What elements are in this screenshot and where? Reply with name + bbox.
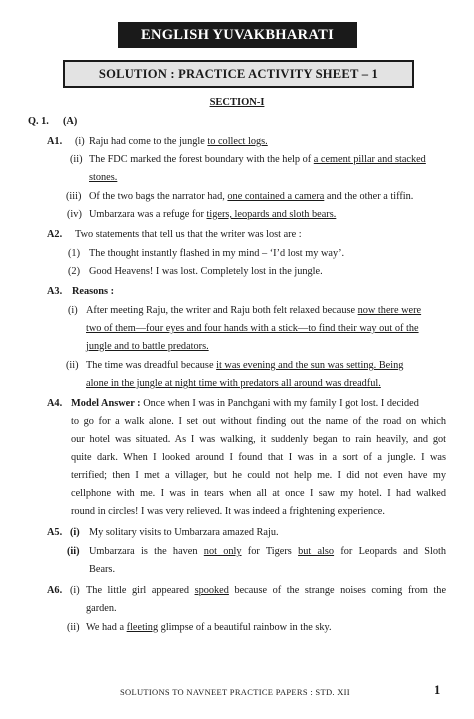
a3-item-num: (i) — [68, 305, 78, 316]
answer-label-a2: A2. — [47, 229, 63, 240]
page-footer: SOLUTIONS TO NAVNEET PRACTICE PAPERS : STD. XII — [120, 687, 350, 697]
a5-item-2-answer: but also — [298, 546, 335, 557]
answer-label-a3: A3. — [47, 286, 63, 297]
a5-item-num: (i) — [70, 527, 80, 538]
a2-point-num: (2) — [68, 266, 81, 277]
answer-label-a4: A4. — [47, 398, 63, 409]
a3-item-2 — [86, 359, 403, 372]
a1-item-3-text-end: and the other a tiffin. — [326, 191, 414, 202]
a3-item-1 — [86, 304, 421, 317]
a1-item-2-text: The FDC marked the forest boundary with the help of — [89, 154, 312, 165]
a3-item-1-answer-end: jungle and to battle predators. — [86, 341, 209, 352]
a5-item-2-answer: not only — [203, 546, 242, 557]
a1-item-2 — [89, 153, 426, 166]
a1-item-4-answer: tigers, leopards and sloth bears. — [206, 209, 337, 220]
answer-label-a5: A5. — [47, 527, 63, 538]
a6-item-2-answer: fleeting — [126, 622, 159, 633]
a1-item-num: (ii) — [70, 154, 83, 165]
question-number: Q. 1. — [28, 116, 49, 127]
a1-item-2-answer: a cement pillar and stacked — [313, 154, 426, 165]
a1-item-num: (i) — [75, 136, 85, 147]
a1-item-3 — [89, 190, 413, 203]
a4-title: Model Answer : — [71, 398, 141, 409]
a4-line: round in circles! I was very relieved. It was indeed a frightening experience. — [71, 506, 385, 517]
a3-item-2-answer: it was evening and the sun was setting. Being — [216, 360, 404, 371]
sheet-title: SOLUTION : PRACTICE ACTIVITY SHEET – 1 — [63, 60, 414, 88]
a1-item-4 — [89, 208, 336, 221]
a4-line: our hotel was situated. As I was walking, it suddenly began to rain heavily, and got — [71, 434, 446, 445]
a2-point-1: The thought instantly flashed in my mind – ‘I’d lost my way’. — [89, 248, 345, 259]
a1-item-1-text: Raju had come to the jungle — [89, 136, 205, 147]
a1-item-3-text: Of the two bags the narrator had, — [89, 191, 225, 202]
a1-item-3-answer: one contained a camera — [227, 191, 325, 202]
a6-item-num: (i) — [70, 585, 80, 596]
a4-line: to go for a walk alone. I set out without finding out the name of the road on which — [71, 416, 446, 427]
a2-intro: Two statements that tell us that the writer was lost are : — [75, 229, 302, 240]
a2-point-2: Good Heavens! I was lost. Completely lost in the jungle. — [89, 266, 323, 277]
a4-line: cellphone with me. I was in tears when all at once I saw my hotel. I had walked — [71, 488, 446, 499]
a4-first-line — [71, 397, 419, 410]
a3-item-1-text: After meeting Raju, the writer and Raju both felt relaxed because — [86, 305, 356, 316]
a4-line: terrified; then I met a villager, but he could not help me. I did not even have my — [71, 470, 446, 481]
a5-item-2-text: for Leopards and Sloth — [340, 546, 447, 557]
page-number: 1 — [434, 683, 441, 697]
a1-item-4-text: Umbarzara was a refuge for — [89, 209, 204, 220]
a1-item-1 — [89, 135, 268, 148]
a3-title: Reasons : — [72, 286, 115, 297]
a1-item-num: (iii) — [66, 191, 82, 202]
a5-item-2-cont: Bears. — [89, 564, 116, 575]
a5-item-2 — [89, 545, 446, 558]
subject-banner: ENGLISH YUVAKBHARATI — [118, 22, 357, 48]
a5-item-num: (ii) — [67, 546, 80, 557]
a5-item-2-text: for Tigers — [247, 546, 292, 557]
a4-line: Once when I was in Panchgani with my family I got lost. I decided — [143, 398, 419, 409]
a3-item-2-answer-cont: alone in the jungle at night time with predators all around was dreadful. — [86, 378, 381, 389]
a1-item-num: (iv) — [67, 209, 82, 220]
a3-item-num: (ii) — [66, 360, 79, 371]
a3-item-2-text: The time was dreadful because — [86, 360, 214, 371]
a6-item-num: (ii) — [67, 622, 80, 633]
section-heading: SECTION-I — [209, 97, 265, 108]
a6-item-1-text: The little girl appeared — [86, 585, 189, 596]
a6-item-1 — [86, 584, 446, 597]
a4-line: quite dark. When I looked around I found that I was in a sort of a jungle. I was — [71, 452, 446, 463]
a3-item-1-answer-cont: two of them—four eyes and four hands with a stick—to find their way out of the — [86, 323, 419, 334]
answer-label-a1: A1. — [47, 136, 63, 147]
a3-item-1-answer: now there were — [357, 305, 422, 316]
a6-item-1-text: because of the strange noises coming from the — [234, 585, 447, 596]
a6-item-1-cont: garden. — [86, 603, 117, 614]
a5-item-2-text: Umbarzara is the haven — [89, 546, 198, 557]
question-part: (A) — [63, 116, 78, 127]
a2-point-num: (1) — [68, 248, 81, 259]
a6-item-2 — [86, 621, 332, 634]
a6-item-2-text: glimpse of a beautiful rainbow in the sky. — [160, 622, 332, 633]
a6-item-2-text: We had a — [86, 622, 125, 633]
a1-item-1-answer: to collect logs. — [207, 136, 268, 147]
a5-item-1: My solitary visits to Umbarzara amazed Raju. — [89, 527, 279, 538]
answer-label-a6: A6. — [47, 585, 63, 596]
a6-item-1-answer: spooked — [194, 585, 229, 596]
a1-item-2-answer-cont: stones. — [89, 172, 118, 183]
